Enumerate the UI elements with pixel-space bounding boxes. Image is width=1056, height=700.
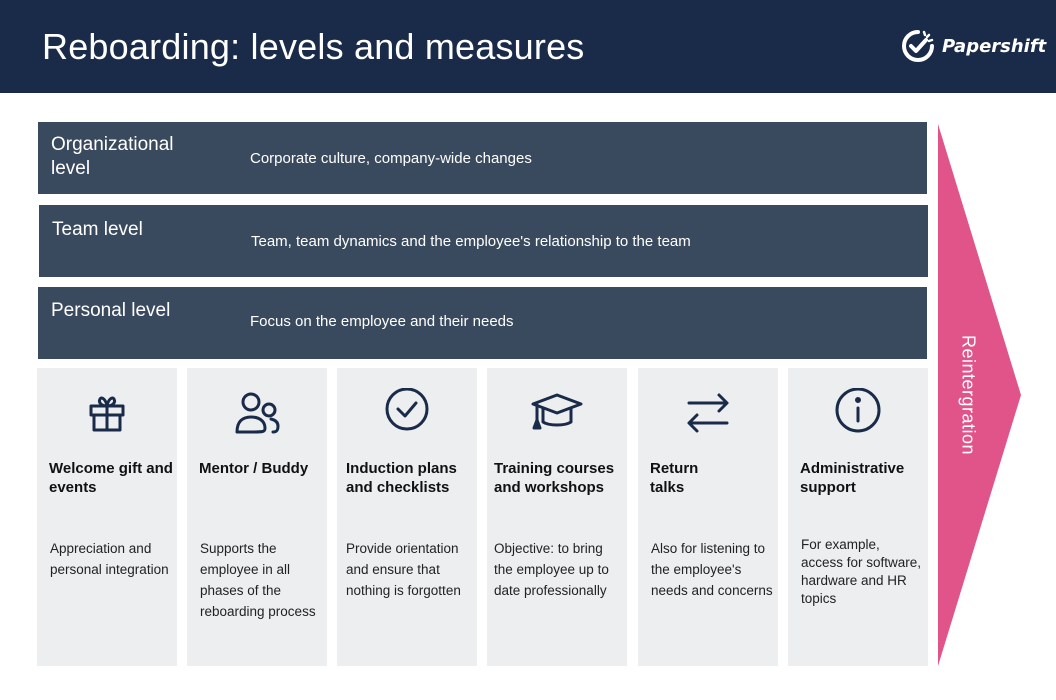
level-description: Corporate culture, company-wide changes — [250, 150, 532, 167]
measure-card-welcome — [37, 368, 177, 666]
check-circle-icon — [382, 388, 432, 438]
card-description: For example, access for software, hardware and HR topics — [801, 537, 922, 606]
level-personal — [38, 287, 927, 359]
header-bar — [0, 0, 1056, 93]
measure-card-induction — [337, 368, 477, 666]
card-title: Administrative support — [800, 460, 905, 496]
card-description: Objective: to bring the employee up to date professionally — [494, 541, 609, 598]
measure-card-return — [638, 368, 778, 666]
arrows-exchange-icon — [683, 388, 733, 438]
card-title: Return talks — [650, 460, 699, 496]
card-description: Provide orientation and ensure that nothing is forgotten — [346, 541, 461, 598]
level-team — [39, 205, 928, 277]
level-description: Focus on the employee and their needs — [250, 313, 514, 330]
measure-card-admin — [788, 368, 928, 666]
level-name: Personal level — [51, 300, 171, 321]
info-circle-icon — [833, 388, 883, 438]
logo-text: Papershift — [942, 35, 1047, 57]
card-description: Appreciation and personal integration — [50, 541, 169, 577]
card-description: Supports the employee in all phases of the reboarding process — [200, 541, 316, 619]
level-name: Organizational level — [51, 134, 174, 179]
logo — [900, 26, 1046, 66]
level-description: Team, team dynamics and the employee's relationship to the team — [251, 233, 691, 250]
card-description: Also for listening to the employee's needs and concerns — [651, 541, 773, 598]
arrow-label: Reintergration — [958, 334, 979, 456]
level-name: Team level — [52, 219, 143, 240]
graduation-cap-icon — [529, 388, 585, 438]
card-title: Training courses and workshops — [494, 460, 615, 496]
users-icon — [229, 388, 285, 438]
measure-card-mentor — [187, 368, 327, 666]
measure-card-training — [487, 368, 627, 666]
reintegration-arrow — [938, 124, 1022, 666]
papershift-logo-icon — [900, 28, 936, 64]
page-title: Reboarding: levels and measures — [42, 26, 585, 67]
level-organizational — [38, 122, 927, 194]
card-title: Welcome gift and events — [49, 460, 173, 496]
card-title: Induction plans and checklists — [346, 460, 457, 496]
gift-icon — [82, 388, 132, 438]
card-title: Mentor / Buddy — [199, 460, 309, 477]
